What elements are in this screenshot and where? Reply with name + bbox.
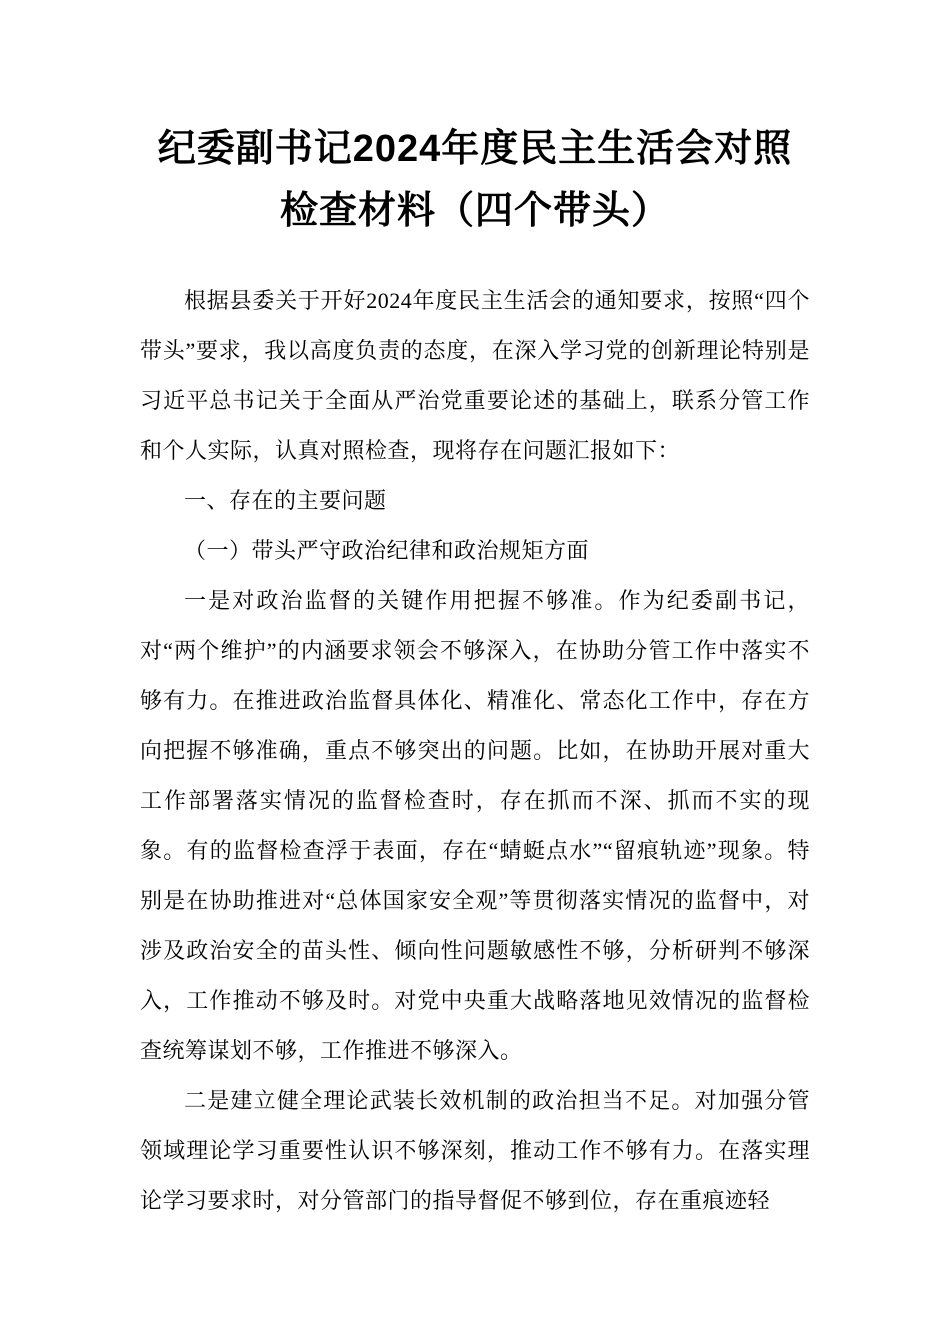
paragraph-point-one: 一是对政治监督的关键作用把握不够准。作为纪委副书记，对“两个维护”的内涵要求领会不够深入，在协助分管工作中落实不够有力。在推进政治监督具体化、精准化、常态化工作中，存在方向把握不够准确，重点不够突出的问题。比如，在协助开展对重大工作部署落实情况的监督检查时，存在抓而不深、抓而不实的现象。有的监督检查浮于表面，存在“蜻蜓点水”“留痕轨迹”现象。特别是在协助推进对“总体国家安全观”等贯彻落实情况的监督中，对涉及政治安全的苗头性、倾向性问题敏感性不够，分析研判不够深入，工作推动不够及时。对党中央重大战略落地见效情况的监督检查统筹谋划不够，工作推进不够深入。 xyxy=(140,588,810,1063)
paragraph-point-two: 二是建立健全理论武装长效机制的政治担当不足。对加强分管领域理论学习重要性认识不够深刻，推动工作不够有力。在落实理论学习要求时，对分管部门的指导督促不够到位，存在重痕迹轻 xyxy=(140,1088,810,1213)
paragraph-intro: 根据县委关于开好2024年度民主生活会的通知要求，按照“四个带头”要求，我以高度负责的态度，在深入学习党的创新理论特别是习近平总书记关于全面从严治党重要论述的基础上，联系分管工作和个人实际，认真对照检查，现将存在问题汇报如下： xyxy=(140,288,810,463)
heading-section-one: （一）带头严守政治纪律和政治规矩方面 xyxy=(184,538,590,563)
heading-main-problems: 一、存在的主要问题 xyxy=(184,488,387,513)
document-title: 纪委副书记2024年度民主生活会对照检查材料（四个带头） xyxy=(157,128,793,232)
document-body xyxy=(140,276,810,1226)
